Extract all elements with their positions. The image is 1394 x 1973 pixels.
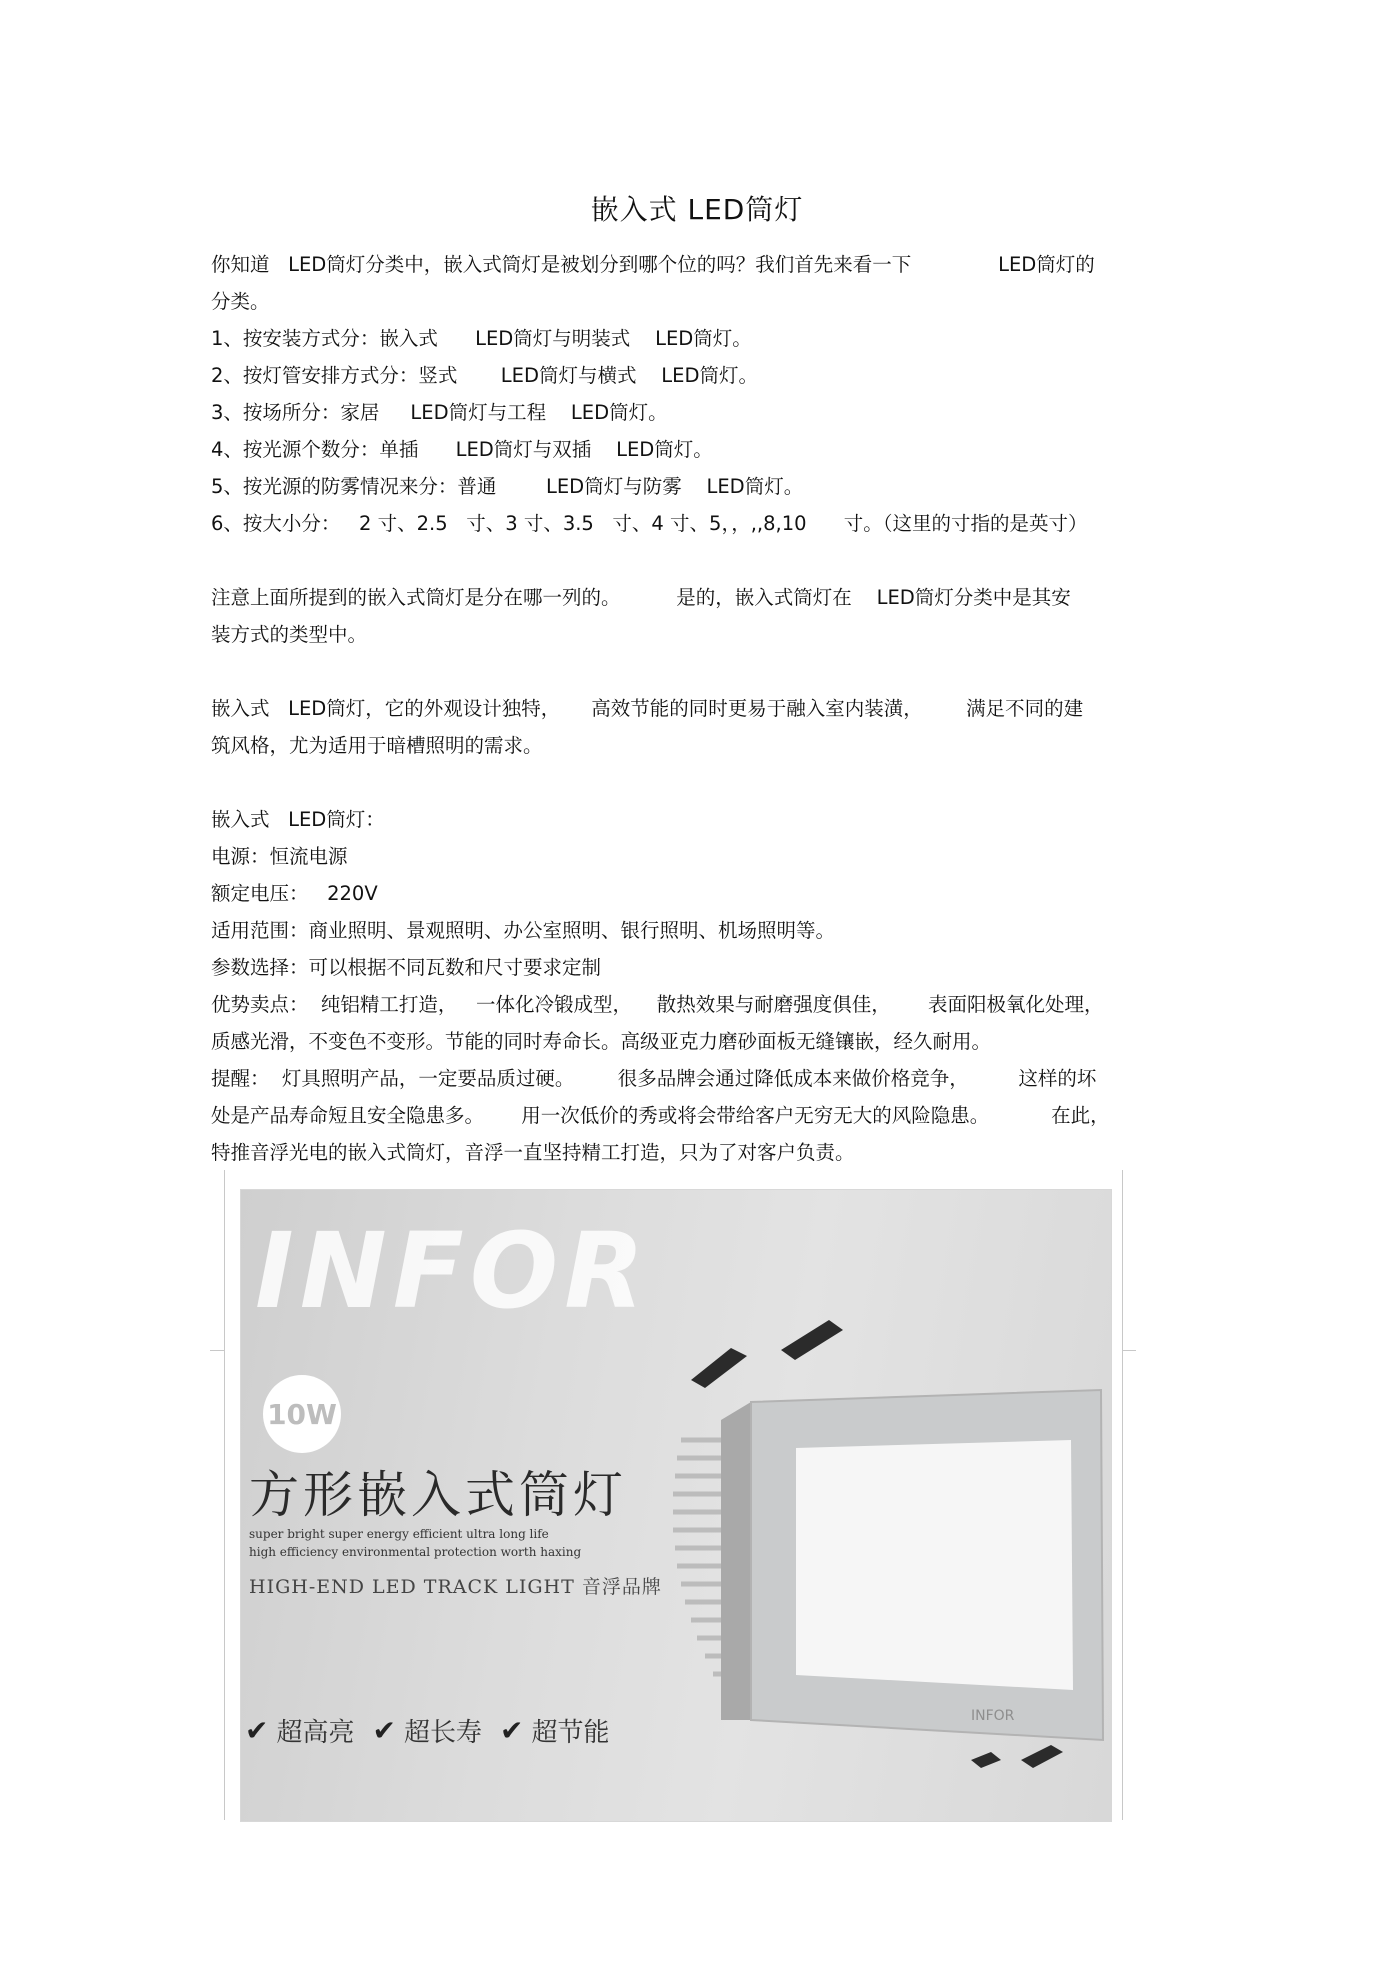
body-line: 提醒： 灯具照明产品，一定要品质过硬。 很多品牌会通过降低成本来做价格竞争， 这样的坏 <box>211 1067 1097 1090</box>
lamp-diffuser <box>796 1440 1073 1690</box>
body-line: 分类。 <box>211 290 270 313</box>
feature-item <box>372 1712 481 1749</box>
margin-mark <box>1122 1170 1123 1820</box>
body-line: 处是产品寿命短且安全隐患多。 用一次低价的秀或将会带给客户无穷无大的风险隐患。 在此， <box>211 1104 1110 1127</box>
body-line: 嵌入式 LED筒灯： <box>211 808 385 831</box>
paragraph-gap <box>211 542 1201 579</box>
body-line: 适用范围：商业照明、景观照明、办公室照明、银行照明、机场照明等。 <box>211 919 836 942</box>
body-line: 1、按安装方式分：嵌入式 LED筒灯与明装式 LED筒灯。 <box>211 327 752 350</box>
margin-mark <box>210 1350 224 1351</box>
body-line: 质感光滑，不变色不变形。节能的同时寿命长。高级亚克力磨砂面板无缝镶嵌，经久耐用。 <box>211 1030 992 1053</box>
feature-item <box>500 1712 609 1749</box>
body-line: 6、按大小分： 2 寸、2.5 寸、3 寸、3.5 寸、4 寸、5，，,,8,10 寸。（这里的寸指的是英寸） <box>211 512 1088 535</box>
body-line: 额定电压： 220V <box>211 882 378 905</box>
feature-list <box>245 1712 609 1749</box>
feature-item <box>245 1712 354 1749</box>
body-line: 注意上面所提到的嵌入式筒灯是分在哪一列的。 是的，嵌入式筒灯在 LED筒灯分类中是其安 <box>211 586 1071 609</box>
body-line: 特推音浮光电的嵌入式筒灯，音浮一直坚持精工打造，只为了对客户负责。 <box>211 1141 855 1164</box>
body-line: 4、按光源个数分：单插 LED筒灯与双插 LED筒灯。 <box>211 438 713 461</box>
product-title: 方形嵌入式筒灯 <box>249 1466 627 1524</box>
body-line: 你知道 LED筒灯分类中，嵌入式筒灯是被划分到哪个位的吗？我们首先来看一下 LED筒灯的 <box>211 253 1095 276</box>
product-brand-line: HIGH-END LED TRACK LIGHT 音浮品牌 <box>249 1576 662 1598</box>
lamp-side <box>721 1402 751 1720</box>
clip-icon <box>781 1320 843 1360</box>
checkmark-icon: ✔ <box>372 1714 396 1747</box>
paragraph-gap <box>211 653 1201 690</box>
document-title: 嵌入式 LED筒灯 <box>590 193 804 226</box>
margin-mark <box>224 1170 225 1820</box>
body-line: 装方式的类型中。 <box>211 623 368 646</box>
background-logo: INFOR <box>255 1210 651 1332</box>
body-line: 电源：恒流电源 <box>211 845 348 868</box>
product-image <box>240 1189 1112 1822</box>
body-line: 优势卖点： 纯铝精工打造， 一体化冷锻成型， 散热效果与耐磨强度俱佳， 表面阳极氧化处理， <box>211 993 1104 1016</box>
clip-icon <box>1021 1745 1063 1768</box>
product-tagline-2: high efficiency environmental protection worth haxing <box>249 1545 582 1559</box>
body-line: 参数选择：可以根据不同瓦数和尺寸要求定制 <box>211 956 602 979</box>
product-tagline-1: super bright super energy efficient ultra long life <box>249 1527 549 1541</box>
body-line: 筑风格，尤为适用于暗槽照明的需求。 <box>211 734 543 757</box>
body-line: 嵌入式 LED筒灯，它的外观设计独特， 高效节能的同时更易于融入室内装潢， 满足不同的建 <box>211 697 1084 720</box>
body-line: 5、按光源的防雾情况来分：普通 LED筒灯与防雾 LED筒灯。 <box>211 475 804 498</box>
feature-label: 超节能 <box>531 1718 610 1748</box>
body-line: 3、按场所分：家居 LED筒灯与工程 LED筒灯。 <box>211 401 668 424</box>
clip-icon <box>691 1348 747 1388</box>
wattage-badge: 10W <box>263 1375 341 1453</box>
body-line: 2、按灯管安排方式分：竖式 LED筒灯与横式 LED筒灯。 <box>211 364 758 387</box>
lamp-logo: INFOR <box>971 1708 1015 1724</box>
document-body <box>211 246 1201 1171</box>
checkmark-icon: ✔ <box>245 1714 269 1747</box>
checkmark-icon: ✔ <box>499 1714 524 1747</box>
clip-icon <box>971 1752 1001 1768</box>
paragraph-gap <box>211 764 1201 801</box>
feature-label: 超高亮 <box>276 1718 355 1748</box>
feature-label: 超长寿 <box>403 1718 482 1748</box>
margin-mark <box>1122 1350 1136 1351</box>
downlight-illustration <box>671 1290 1111 1770</box>
